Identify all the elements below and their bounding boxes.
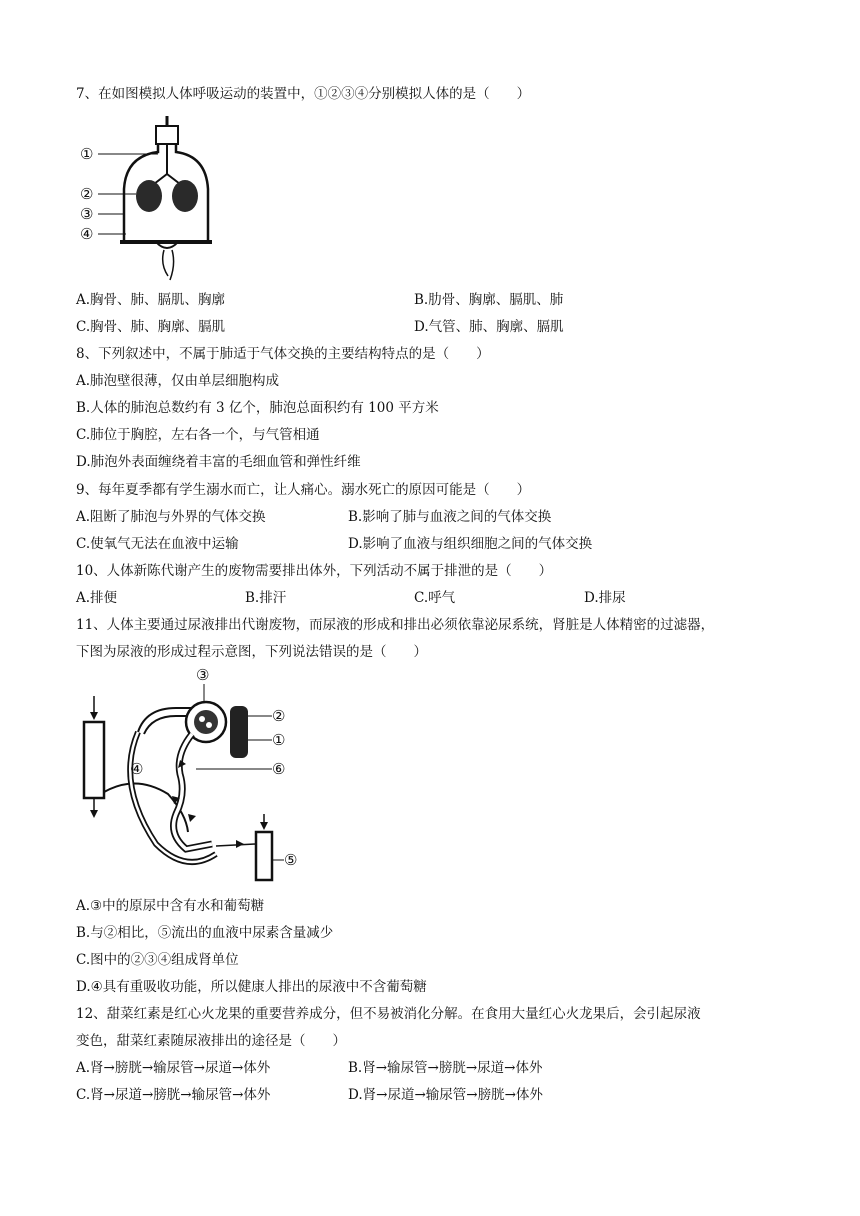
q7-option-c: C.胸骨、肺、胸廓、膈肌 xyxy=(76,319,226,335)
q8-option-d: D.肺泡外表面缠绕着丰富的毛细血管和弹性纤维 xyxy=(76,454,361,470)
q7-breathing-model-figure xyxy=(76,114,216,284)
q11-stem-line-1: 11、人体主要通过尿液排出代谢废物，而尿液的形成和排出必须依靠泌尿系统，肾脏是人体精密的过滤器， xyxy=(76,617,715,633)
q10-option-a: A.排便 xyxy=(76,590,118,606)
q12-option-b: B.肾→输尿管→膀胱→尿道→体外 xyxy=(348,1060,543,1076)
q7-stem: 7、在如图模拟人体呼吸运动的装置中，①②③④分别模拟人体的是（ ） xyxy=(76,86,531,102)
q8-option-a: A.肺泡壁很薄，仅由单层细胞构成 xyxy=(76,373,280,389)
q11-option-b: B.与②相比，⑤流出的血液中尿素含量减少 xyxy=(76,925,334,941)
q7-figure-label-3: ③ xyxy=(80,205,94,223)
q11-option-a: A.③中的原尿中含有水和葡萄糖 xyxy=(76,898,265,914)
q11-figure-label-6: ⑥ xyxy=(272,760,286,778)
q7-option-a: A.胸骨、肺、膈肌、胸廓 xyxy=(76,292,226,308)
q11-figure-label-5: ⑤ xyxy=(284,851,298,869)
q12-option-a: A.肾→膀胱→输尿管→尿道→体外 xyxy=(76,1060,271,1076)
q8-option-c: C.肺位于胸腔，左右各一个，与气管相通 xyxy=(76,427,320,443)
q9-option-b: B.影响了肺与血液之间的气体交换 xyxy=(348,509,552,525)
q8-stem: 8、下列叙述中，不属于肺适于气体交换的主要结构特点的是（ ） xyxy=(76,346,490,362)
q10-option-d: D.排尿 xyxy=(584,590,626,606)
q10-option-b: B.排汗 xyxy=(245,590,287,606)
q10-stem: 10、人体新陈代谢产生的废物需要排出体外，下列活动不属于排泄的是（ ） xyxy=(76,563,553,579)
q10-option-c: C.呼气 xyxy=(414,590,456,606)
q7-figure-label-2: ② xyxy=(80,185,94,203)
q11-figure-label-2: ② xyxy=(272,707,286,725)
q7-option-d: D.气管、肺、胸廓、膈肌 xyxy=(414,319,564,335)
q11-option-d: D.④具有重吸收功能，所以健康人排出的尿液中不含葡萄糖 xyxy=(76,979,427,995)
q12-option-d: D.肾→尿道→输尿管→膀胱→体外 xyxy=(348,1087,543,1103)
q12-option-c: C.肾→尿道→膀胱→输尿管→体外 xyxy=(76,1087,271,1103)
q8-option-b: B.人体的肺泡总数约有 3 亿个，肺泡总面积约有 100 平方米 xyxy=(76,400,439,416)
q12-stem-line-2: 变色，甜菜红素随尿液排出的途径是（ ） xyxy=(76,1033,346,1049)
q11-figure-label-3: ③ xyxy=(196,666,210,684)
q11-option-c: C.图中的②③④组成肾单位 xyxy=(76,952,239,968)
q7-option-b: B.肋骨、胸廓、膈肌、肺 xyxy=(414,292,564,308)
q9-option-c: C.使氧气无法在血液中运输 xyxy=(76,536,239,552)
q9-stem: 9、每年夏季都有学生溺水而亡，让人痛心。溺水死亡的原因可能是（ ） xyxy=(76,482,531,498)
q12-stem-line-1: 12、甜菜红素是红心火龙果的重要营养成分，但不易被消化分解。在食用大量红心火龙果后，会引起尿液 xyxy=(76,1006,701,1022)
q9-option-a: A.阻断了肺泡与外界的气体交换 xyxy=(76,509,266,525)
q7-figure-label-1: ① xyxy=(80,145,94,163)
q7-figure-label-4: ④ xyxy=(80,225,94,243)
q11-nephron-figure xyxy=(76,664,316,886)
q11-stem-line-2: 下图为尿液的形成过程示意图，下列说法错误的是（ ） xyxy=(76,644,427,660)
q11-figure-label-1: ① xyxy=(272,731,286,749)
q9-option-d: D.影响了血液与组织细胞之间的气体交换 xyxy=(348,536,593,552)
q11-figure-label-4: ④ xyxy=(130,760,144,778)
